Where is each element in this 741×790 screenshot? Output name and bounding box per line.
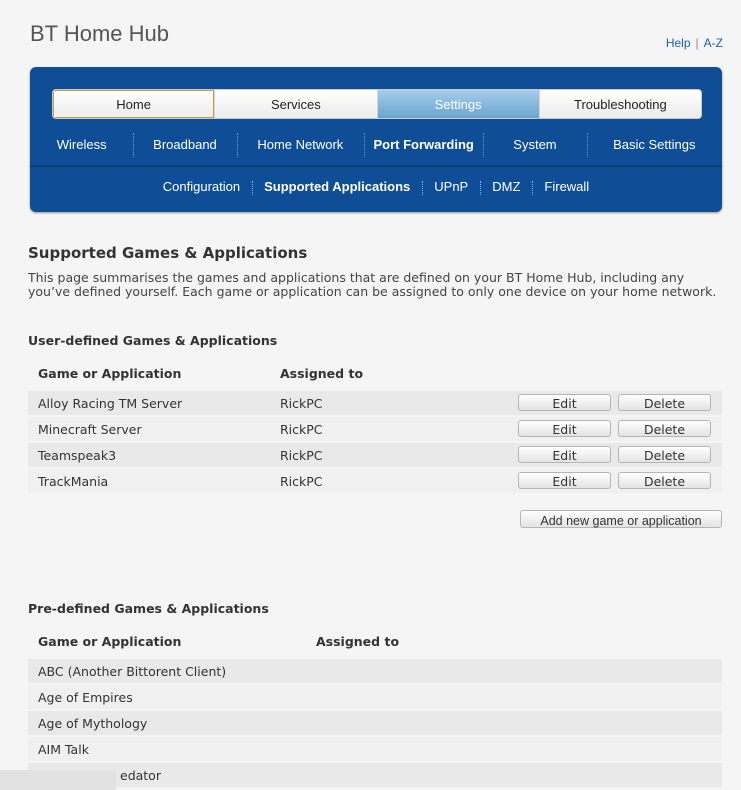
subnav-wireless[interactable]: Wireless — [56, 137, 107, 152]
row-app: ABC (Another Bittorent Client) — [38, 664, 227, 679]
subnav-system[interactable]: System — [483, 125, 586, 165]
edit-button[interactable]: Edit — [518, 420, 611, 437]
a-z-link[interactable]: A-Z — [703, 36, 723, 50]
thirdnav-dmz[interactable]: DMZ — [480, 179, 532, 194]
thirdnav-firewall[interactable]: Firewall — [532, 179, 601, 194]
tab-troubleshooting[interactable]: Troubleshooting — [539, 90, 701, 118]
pre-defined-heading: Pre-defined Games & Applications — [28, 601, 269, 616]
pre-col-app-header: Game or Application — [38, 634, 182, 649]
table-row — [28, 443, 722, 467]
pre-col-assigned-header: Assigned to — [316, 634, 400, 649]
table-row — [28, 711, 722, 735]
user-defined-heading: User-defined Games & Applications — [28, 333, 278, 348]
settings-subnav — [30, 125, 722, 165]
main-navigation — [30, 67, 722, 212]
table-row — [28, 737, 722, 761]
app-title: BT Home Hub — [30, 21, 169, 46]
row-app: Age of Empires — [38, 690, 133, 705]
thirdnav-upnp[interactable]: UPnP — [422, 179, 480, 194]
table-row — [28, 763, 722, 787]
table-row — [28, 685, 722, 709]
thirdnav-supported-applications[interactable]: Supported Applications — [252, 179, 422, 194]
subnav-port-forwarding[interactable]: Port Forwarding — [364, 125, 483, 165]
edit-button[interactable]: Edit — [518, 394, 611, 411]
page-title: Supported Games & Applications — [28, 244, 308, 262]
thirdnav-configuration[interactable]: Configuration — [162, 179, 241, 194]
subnav-basic-settings[interactable]: Basic Settings — [587, 125, 722, 165]
link-separator: | — [695, 36, 699, 50]
row-app: AIM Talk — [38, 742, 89, 757]
table-row — [28, 659, 722, 683]
port-forwarding-subnav — [30, 179, 722, 194]
tab-home[interactable]: Home — [53, 90, 214, 118]
table-row — [28, 391, 722, 415]
edit-button[interactable]: Edit — [518, 446, 611, 463]
tab-services[interactable]: Services — [214, 90, 376, 118]
add-application-button[interactable]: Add new game or application — [520, 510, 722, 528]
delete-button[interactable]: Delete — [618, 394, 711, 411]
row-app: Alloy Racing TM Server — [38, 396, 183, 411]
table-row — [28, 469, 722, 493]
edit-button[interactable]: Edit — [518, 472, 611, 489]
row-assigned: RickPC — [280, 448, 323, 463]
page-intro: This page summarises the games and applications that are defined on your BT Home Hub, including any you’ve defined yourself. Each game or application can be assigned to only one device on your home network. — [28, 270, 717, 299]
subnav-broadband[interactable]: Broadband — [133, 125, 236, 165]
row-assigned: RickPC — [280, 474, 323, 489]
nav-divider — [30, 165, 722, 167]
top-links — [666, 36, 723, 50]
delete-button[interactable]: Delete — [618, 446, 711, 463]
status-overlay — [0, 770, 116, 790]
table-row — [28, 417, 722, 441]
row-app: edator — [120, 768, 161, 783]
user-col-app-header: Game or Application — [38, 366, 182, 381]
help-link[interactable]: Help — [665, 36, 691, 50]
tab-settings[interactable]: Settings — [377, 90, 539, 118]
delete-button[interactable]: Delete — [618, 472, 711, 489]
row-app: Teamspeak3 — [38, 448, 117, 463]
row-assigned: RickPC — [280, 422, 323, 437]
row-app: TrackMania — [38, 474, 109, 489]
row-app: Age of Mythology — [38, 716, 148, 731]
row-assigned: RickPC — [280, 396, 323, 411]
top-tabs — [52, 89, 702, 119]
user-col-assigned-header: Assigned to — [280, 366, 364, 381]
delete-button[interactable]: Delete — [618, 420, 711, 437]
subnav-home-network[interactable]: Home Network — [237, 125, 364, 165]
row-app: Minecraft Server — [38, 422, 142, 437]
